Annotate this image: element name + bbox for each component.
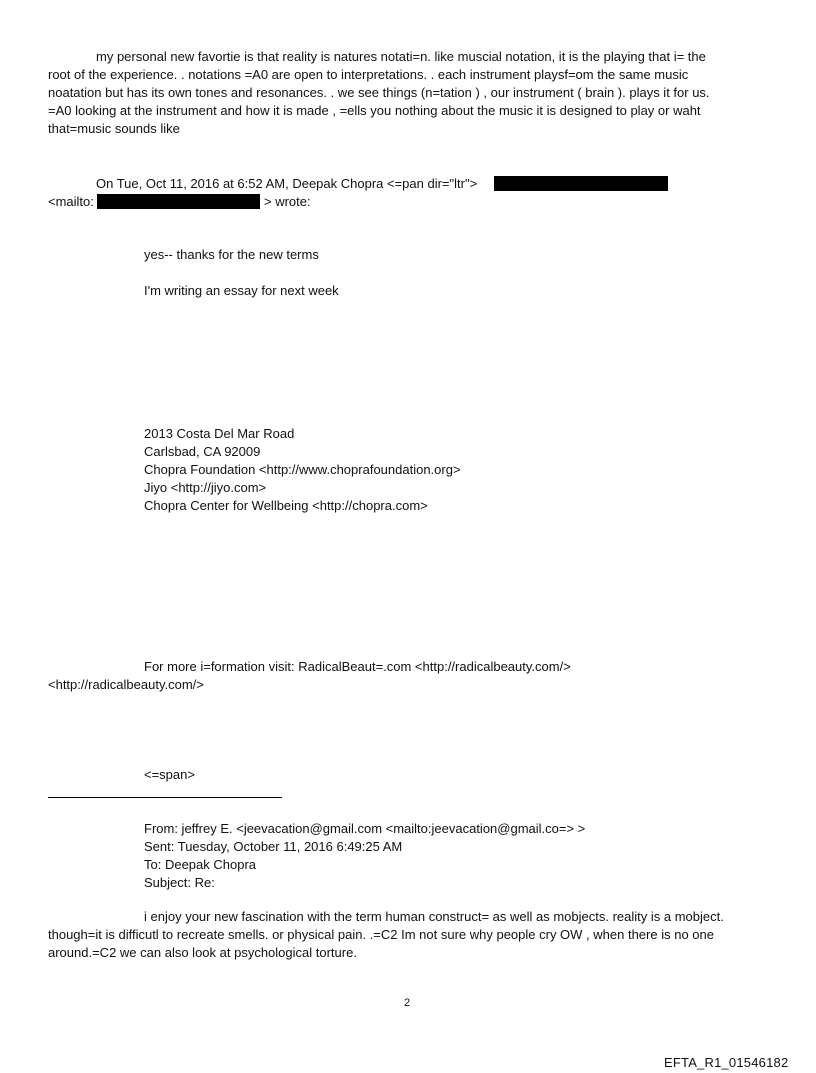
quote-header-line: On Tue, Oct 11, 2016 at 6:52 AM, Deepak Chopra <=pan dir="ltr">	[96, 176, 478, 191]
separator-rule	[48, 797, 282, 798]
bates-stamp: EFTA_R1_01546182	[664, 1055, 789, 1070]
paragraph-line: =A0 looking at the instrument and how it is made , =ells you nothing about the music it is designed to play or waht	[48, 103, 701, 118]
span-close-text: <=span>	[144, 767, 195, 782]
signature-line: Chopra Foundation <http://www.choprafoundation.org>	[144, 462, 461, 477]
original-to: To: Deepak Chopra	[144, 857, 257, 872]
signature-line: Chopra Center for Wellbeing <http://chopra.com>	[144, 498, 428, 513]
paragraph-line: root of the experience. . notations =A0 are open to interpretations. . each instrument playsf=om the same music	[48, 67, 689, 82]
paragraph-line: that=music sounds like	[48, 121, 180, 136]
original-subject: Subject: Re:	[144, 875, 215, 890]
original-sent: Sent: Tuesday, October 11, 2016 6:49:25 AM	[144, 839, 403, 854]
reply-line: I'm writing an essay for next week	[144, 283, 339, 298]
original-from: From: jeffrey E. <jeevacation@gmail.com <mailto:jeevacation@gmail.co=> >	[144, 821, 586, 836]
signature-line: Jiyo <http://jiyo.com>	[144, 480, 267, 495]
more-info-line: For more i=formation visit: RadicalBeaut=.com <http://radicalbeauty.com/>	[144, 659, 571, 674]
mailto-prefix: <mailto:	[48, 194, 94, 209]
paragraph-line: my personal new favortie is that reality is natures notati=n. like muscial notation, it is the playing that i= the	[96, 49, 706, 64]
wrote-label: > wrote:	[264, 194, 311, 209]
original-body-line: around.=C2 we can also look at psychological torture.	[48, 945, 357, 960]
redaction-bar	[494, 176, 668, 191]
redaction-bar	[97, 194, 260, 209]
signature-line: 2013 Costa Del Mar Road	[144, 426, 295, 441]
original-body-line: though=it is difficutl to recreate smells. or physical pain. .=C2 Im not sure why people cry OW , when there is no one	[48, 927, 714, 942]
page-number: 2	[404, 997, 411, 1009]
reply-line: yes-- thanks for the new terms	[144, 247, 319, 262]
signature-line: Carlsbad, CA 92009	[144, 444, 261, 459]
paragraph-line: noatation but has its own tones and resonances. . we see things (n=tation ) , our instrument ( brain ). plays it for us.	[48, 85, 710, 100]
original-body-line: i enjoy your new fascination with the term human construct= as well as mobjects. reality is a mobject.	[144, 909, 724, 924]
more-info-line: <http://radicalbeauty.com/>	[48, 677, 204, 692]
